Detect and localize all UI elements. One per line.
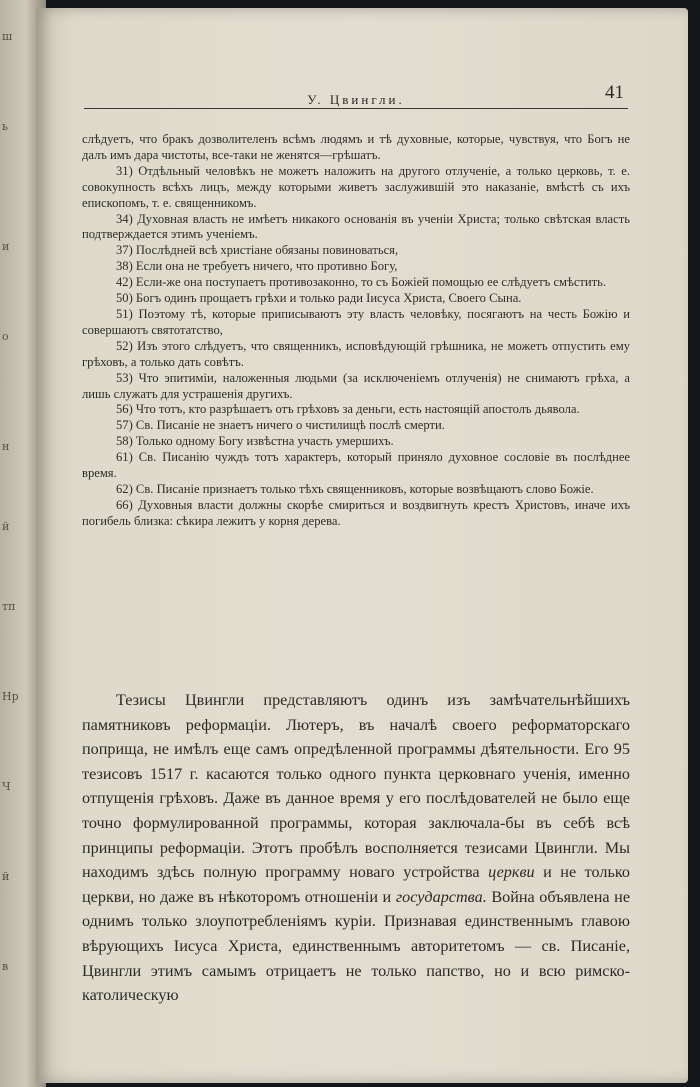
prev-page-fragment: о	[2, 330, 9, 343]
prev-page-fragment: ь	[2, 120, 8, 133]
running-head: У. Цвингли.	[307, 92, 405, 107]
thesis-item: 31) Отдѣльный человѣкъ не можетъ наложить на другого отлученіе, а только церковь, т. е. совокупность всѣхъ лицъ, между которыми живетъ заслужившій это наказаніе, вмѣстѣ съ ихъ епископомъ, т. е. священникомъ.	[82, 163, 630, 210]
paragraph-text: и не только церкви, но даже въ нѣкоторомъ отношеніи и	[82, 863, 631, 906]
thesis-item: 57) Св. Писаніе не знаетъ ничего о чистилищѣ послѣ смерти.	[116, 418, 445, 433]
theses-list	[82, 132, 630, 530]
thesis-item: 56) Что тотъ, кто разрѣшаетъ отъ грѣховъ за деньги, есть настоящій апостолъ дьявола.	[116, 402, 580, 417]
paragraph-text: Тезисы Цвингли представляютъ одинъ изъ замѣчательнѣйшихъ памятниковъ реформаціи. Лютеръ, въ началѣ своего реформаторскаго поприща, не имѣлъ еще самъ опредѣленной программы дѣятельности. Его 95 тезисовъ 1517 г. касаются только одного пункта церковнаго ученія, именно отпущенія грѣховъ. Даже въ данное время у его послѣдователей не было еще точно формулированной программы, которая заключала-бы въ себѣ всѣ принципы реформаціи. Этотъ пробѣлъ восполняется тезисами Цвингли. Мы находимъ здѣсь полную программу новаго устройства	[82, 691, 630, 882]
thesis-item: 50) Богъ одинъ прощаетъ грѣхи и только ради Іисуса Христа, Своего Сына.	[116, 291, 522, 306]
thesis-item: 42) Если-же она поступаетъ противозаконно, то съ Божіей помощью ее слѣдуетъ смѣстить.	[116, 275, 607, 290]
prev-page-fragment: й	[2, 520, 10, 533]
thesis-continuation: слѣдуетъ, что бракъ дозволителенъ всѣмъ людямъ и тѣ духовные, которые, чувствуя, что Богъ не далъ имъ дара чистоты, все-таки не женятся—грѣшатъ.	[82, 132, 630, 162]
prev-page-fragment: н	[2, 440, 10, 453]
thesis-item: 53) Что эпитиміи, наложенныя людьми (за исключеніемъ отлученія) не снимаютъ грѣха, а лишь служатъ для устрашенія другихъ.	[82, 370, 630, 401]
prev-page-fragment: ш	[2, 30, 13, 43]
emphasis-text: церкви	[488, 863, 535, 882]
thesis-item: 62) Св. Писаніе признаетъ только тѣхъ священниковъ, которые возвѣщаютъ слово Божіе.	[116, 481, 594, 496]
prev-page-fragment: тп	[2, 600, 16, 613]
thesis-item: 66) Духовныя власти должны скорѣе смириться и воздвигнуть крестъ Христовъ, иначе ихъ погибель близка: сѣкира лежитъ у корня дерева.	[82, 497, 630, 528]
page-number: 41	[605, 82, 624, 103]
thesis-item: 38) Если она не требуетъ ничего, что противно Богу,	[116, 259, 398, 274]
thesis-item: 34) Духовная власть не имѣетъ никакого основанія въ ученіи Христа; только свѣтская власть подтверждается этимъ ученіемъ.	[82, 211, 630, 242]
paragraph-text: Война объявлена не однимъ только злоупотребленіямъ куріи. Признавая единственнымъ главою вѣрующихъ Іисуса Христа, единственнымъ авторитетомъ — св. Писаніе, Цвингли этимъ самымъ отрицаетъ не только папство, но и всю римско-католическую	[82, 887, 631, 1005]
thesis-item: 61) Св. Писанію чуждъ тотъ характеръ, который приняло духовное сословіе въ послѣднее время.	[82, 450, 630, 481]
prev-page-fragment: Нр	[2, 690, 19, 703]
prev-page-fragment: в	[2, 960, 9, 973]
thesis-item: 52) Изъ этого слѣдуетъ, что священникъ, исповѣдующій грѣшника, не можетъ отпустить ему грѣховъ, а только дать совѣтъ.	[82, 338, 630, 369]
emphasis-text: государства.	[395, 887, 487, 906]
prev-page-fragment: й	[2, 870, 10, 883]
book-page	[36, 8, 688, 1083]
page-header	[84, 78, 628, 109]
prev-page-fragment: и	[2, 240, 10, 253]
prev-page-fragment: Ч	[2, 780, 11, 793]
body-paragraph	[82, 688, 630, 1008]
thesis-item: 51) Поэтому тѣ, которые приписываютъ эту власть человѣку, посягаютъ на честь Божію и совершаютъ святотатство,	[82, 306, 630, 337]
body-text	[82, 688, 630, 1008]
thesis-item: 58) Только одному Богу извѣстна участь умершихъ.	[116, 434, 394, 449]
thesis-item: 37) Послѣдней всѣ христіане обязаны повиноваться,	[116, 243, 399, 258]
